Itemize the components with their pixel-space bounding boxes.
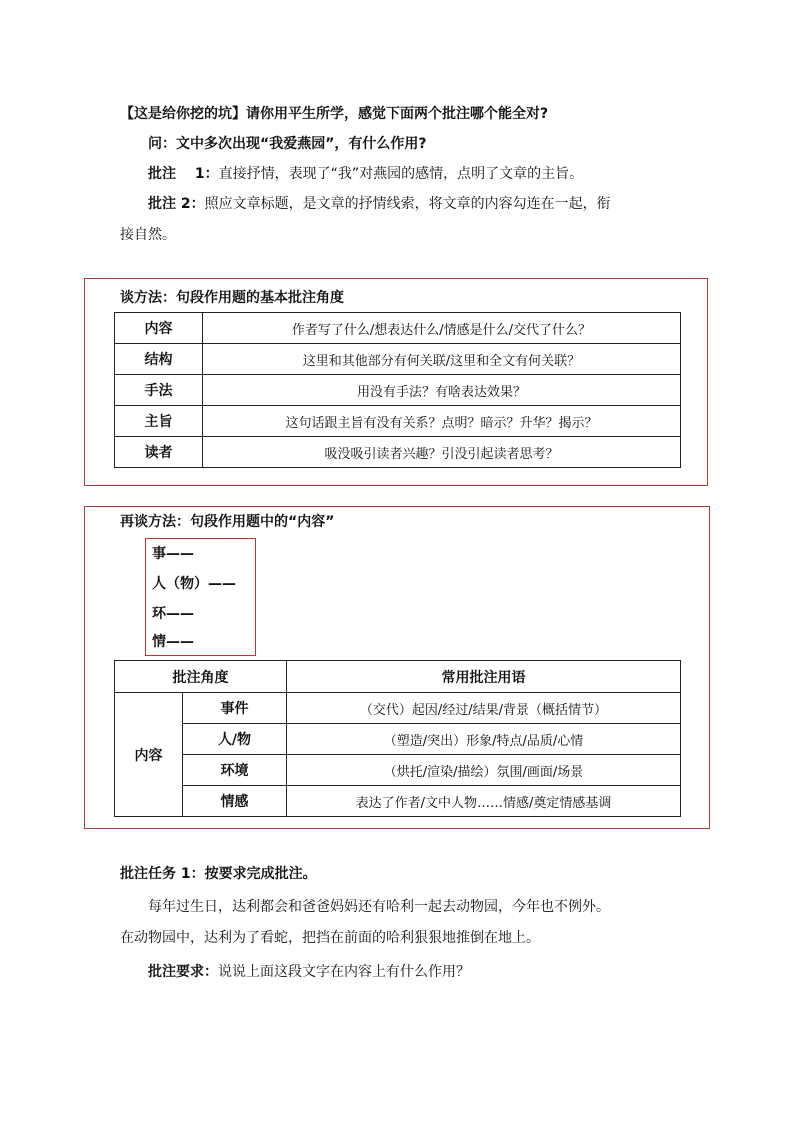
intro-heading: 【这是给你挖的坑】请你用平生所学，感觉下面两个批注哪个能全对? (120, 106, 549, 122)
element-event: 事—— (152, 546, 194, 562)
task-para2: 在动物园中，达利为了看蛇，把挡在前面的哈利狠狠地推倒在地上。 (120, 930, 540, 946)
row-text: （烘托/渲染/描绘）氛围/画面/场景 (287, 755, 681, 786)
row-text: 表达了作者/文中人物……情感/奠定情感基调 (287, 786, 681, 817)
note1-label: 批注 1： (148, 166, 219, 182)
method2-table (114, 660, 681, 817)
task-title: 批注任务 1：按要求完成批注。 (120, 866, 317, 882)
table-header-row (115, 661, 681, 693)
row-label: 读者 (115, 437, 203, 468)
table-row (115, 344, 681, 375)
row-text: （交代）起因/经过/结果/背景（概括情节） (287, 693, 681, 724)
method2-title: 再谈方法：句段作用题中的“内容” (120, 514, 335, 530)
note1-text: 直接抒情，表现了“我”对燕园的感情，点明了文章的主旨。 (218, 166, 584, 182)
requirement-text: 说说上面这段文字在内容上有什么作用？ (218, 964, 470, 980)
note1-line (148, 164, 583, 184)
row-label: 环境 (183, 755, 287, 786)
table-row (115, 755, 681, 786)
element-emotion: 情—— (152, 634, 194, 650)
row-label: 手法 (115, 375, 203, 406)
row-label: 主旨 (115, 406, 203, 437)
row-text: 用没有手法？有啥表达效果？ (203, 375, 681, 406)
table-row (115, 693, 681, 724)
row-label: 事件 (183, 693, 287, 724)
table-row (115, 724, 681, 755)
method1-title: 谈方法：句段作用题的基本批注角度 (120, 290, 344, 306)
header-angle: 批注角度 (115, 661, 287, 693)
row-label: 内容 (115, 313, 203, 344)
group-label: 内容 (115, 693, 183, 817)
table-row (115, 375, 681, 406)
row-text: 吸没吸引读者兴趣？引没引起读者思考？ (203, 437, 681, 468)
note2-line (148, 194, 611, 214)
header-phrases: 常用批注用语 (287, 661, 681, 693)
row-label: 结构 (115, 344, 203, 375)
intro-question: 问：文中多次出现“我爱燕园”，有什么作用? (148, 136, 427, 152)
row-text: 这句话跟主旨有没有关系？点明？暗示？升华？揭示？ (203, 406, 681, 437)
task-para1: 每年过生日，达利都会和爸爸妈妈还有哈利一起去动物园，今年也不例外。 (148, 899, 610, 915)
element-environment: 环—— (152, 606, 194, 622)
row-text: 这里和其他部分有何关联/这里和全文有何关联？ (203, 344, 681, 375)
table-row (115, 313, 681, 344)
note2-label: 批注 2： (148, 196, 205, 212)
table-row (115, 786, 681, 817)
method1-table (114, 312, 681, 468)
task-requirement (148, 962, 470, 982)
element-person: 人（物）—— (152, 576, 236, 592)
note2-continuation: 接自然。 (120, 227, 176, 243)
row-text: （塑造/突出）形象/特点/品质/心情 (287, 724, 681, 755)
row-text: 作者写了什么/想表达什么/情感是什么/交代了什么？ (203, 313, 681, 344)
requirement-label: 批注要求： (148, 964, 218, 980)
row-label: 人/物 (183, 724, 287, 755)
row-label: 情感 (183, 786, 287, 817)
note2-text: 照应文章标题，是文章的抒情线索，将文章的内容勾连在一起，衔 (204, 196, 611, 212)
table-row (115, 437, 681, 468)
content-elements-box (145, 538, 256, 656)
table-row (115, 406, 681, 437)
